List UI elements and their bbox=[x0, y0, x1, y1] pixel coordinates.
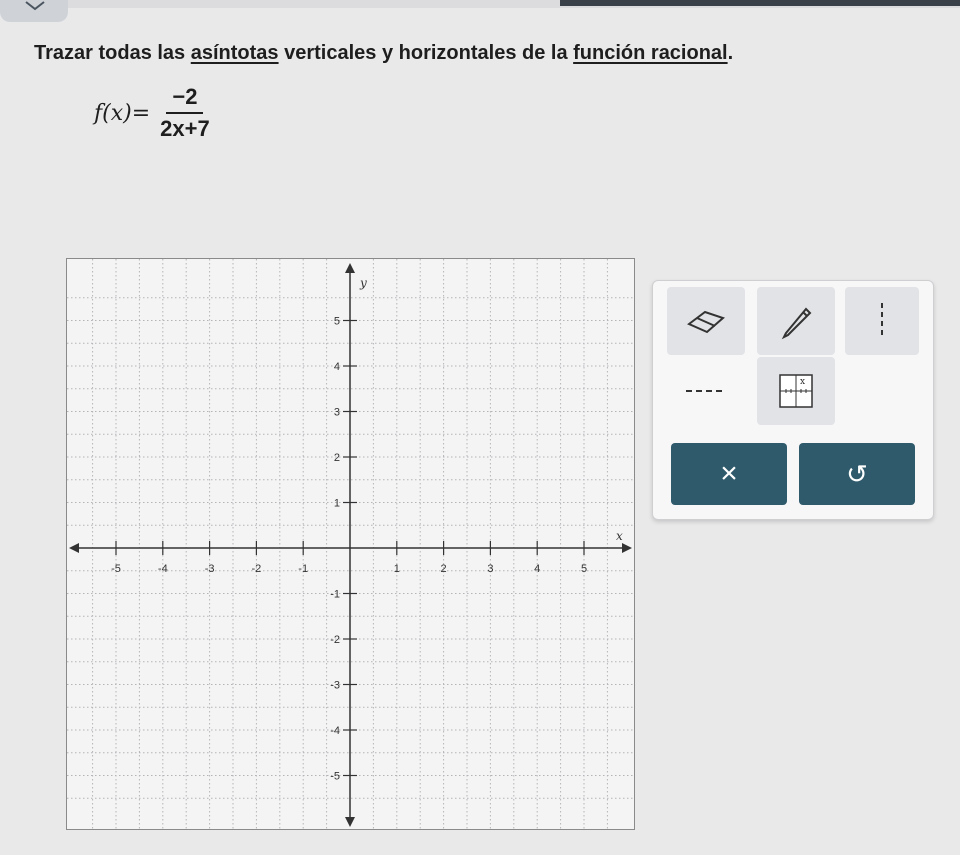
funcion-racional-link[interactable]: función racional bbox=[573, 42, 728, 64]
svg-text:x: x bbox=[800, 377, 806, 387]
x-tick-label: 2 bbox=[440, 563, 447, 575]
y-axis-arrow-up bbox=[345, 263, 355, 273]
x-tick-label: -1 bbox=[298, 563, 309, 575]
clear-button[interactable] bbox=[671, 443, 787, 505]
x-tick-label: -2 bbox=[251, 563, 262, 575]
instruction-part: Trazar todas las bbox=[34, 42, 191, 64]
coordinate-tool[interactable] bbox=[757, 357, 835, 425]
asintotas-link[interactable]: asíntotas bbox=[190, 42, 279, 64]
top-bar-accent bbox=[560, 0, 960, 6]
x-tick-label: -3 bbox=[204, 563, 215, 575]
coordinate-plane[interactable] bbox=[67, 259, 634, 829]
eraser-tool[interactable] bbox=[667, 287, 745, 355]
instruction-part: . bbox=[727, 42, 734, 64]
x-tick-label: 3 bbox=[487, 563, 494, 575]
vertical-dashed-line-icon bbox=[877, 301, 887, 341]
y-tick-label: 3 bbox=[333, 406, 340, 419]
x-axis-label: x bbox=[616, 529, 623, 543]
close-icon: × bbox=[720, 457, 738, 490]
chevron-down-icon bbox=[24, 0, 46, 12]
function-formula bbox=[94, 84, 210, 142]
x-tick-label: 4 bbox=[534, 563, 541, 575]
y-tick-label: -2 bbox=[330, 634, 340, 646]
x-axis-arrow-left bbox=[69, 543, 79, 553]
collapse-menu-tab[interactable] bbox=[0, 0, 68, 22]
horizontal-dashed-line-icon bbox=[684, 386, 728, 396]
y-tick-label: 1 bbox=[333, 497, 340, 510]
x-axis-arrow-right bbox=[622, 543, 632, 553]
instruction-text bbox=[34, 42, 934, 65]
drawing-toolbar bbox=[652, 280, 934, 520]
x-tick-label: 1 bbox=[393, 563, 400, 575]
y-tick-label: 5 bbox=[333, 315, 340, 328]
graph-canvas[interactable] bbox=[66, 258, 635, 830]
pencil-icon bbox=[776, 301, 816, 341]
instruction-part: verticales y horizontales de la bbox=[278, 42, 574, 64]
y-tick-label: 2 bbox=[333, 452, 340, 464]
x-tick-label: -4 bbox=[157, 563, 168, 575]
horizontal-asymptote-tool[interactable] bbox=[667, 357, 745, 425]
formula-denominator: 2x+7 bbox=[160, 116, 210, 141]
formula-fraction bbox=[160, 84, 210, 142]
eraser-icon bbox=[683, 306, 729, 336]
vertical-asymptote-tool[interactable] bbox=[845, 287, 919, 355]
pencil-tool[interactable] bbox=[757, 287, 835, 355]
axis-graph-icon bbox=[776, 371, 816, 411]
x-tick-label: 5 bbox=[580, 563, 588, 575]
undo-icon: ↺ bbox=[846, 458, 868, 489]
undo-button[interactable] bbox=[799, 443, 915, 505]
formula-numerator: −2 bbox=[166, 84, 203, 114]
y-tick-label: -3 bbox=[330, 679, 340, 692]
y-tick-label: -4 bbox=[330, 725, 340, 737]
x-tick-label: -5 bbox=[111, 563, 121, 575]
y-tick-label: 4 bbox=[333, 361, 340, 373]
y-axis-arrow-down bbox=[345, 817, 355, 827]
formula-lhs: f(x)= bbox=[94, 100, 151, 126]
y-tick-label: -5 bbox=[330, 770, 340, 783]
y-axis-label: y bbox=[360, 276, 367, 290]
y-tick-label: -1 bbox=[330, 588, 340, 601]
